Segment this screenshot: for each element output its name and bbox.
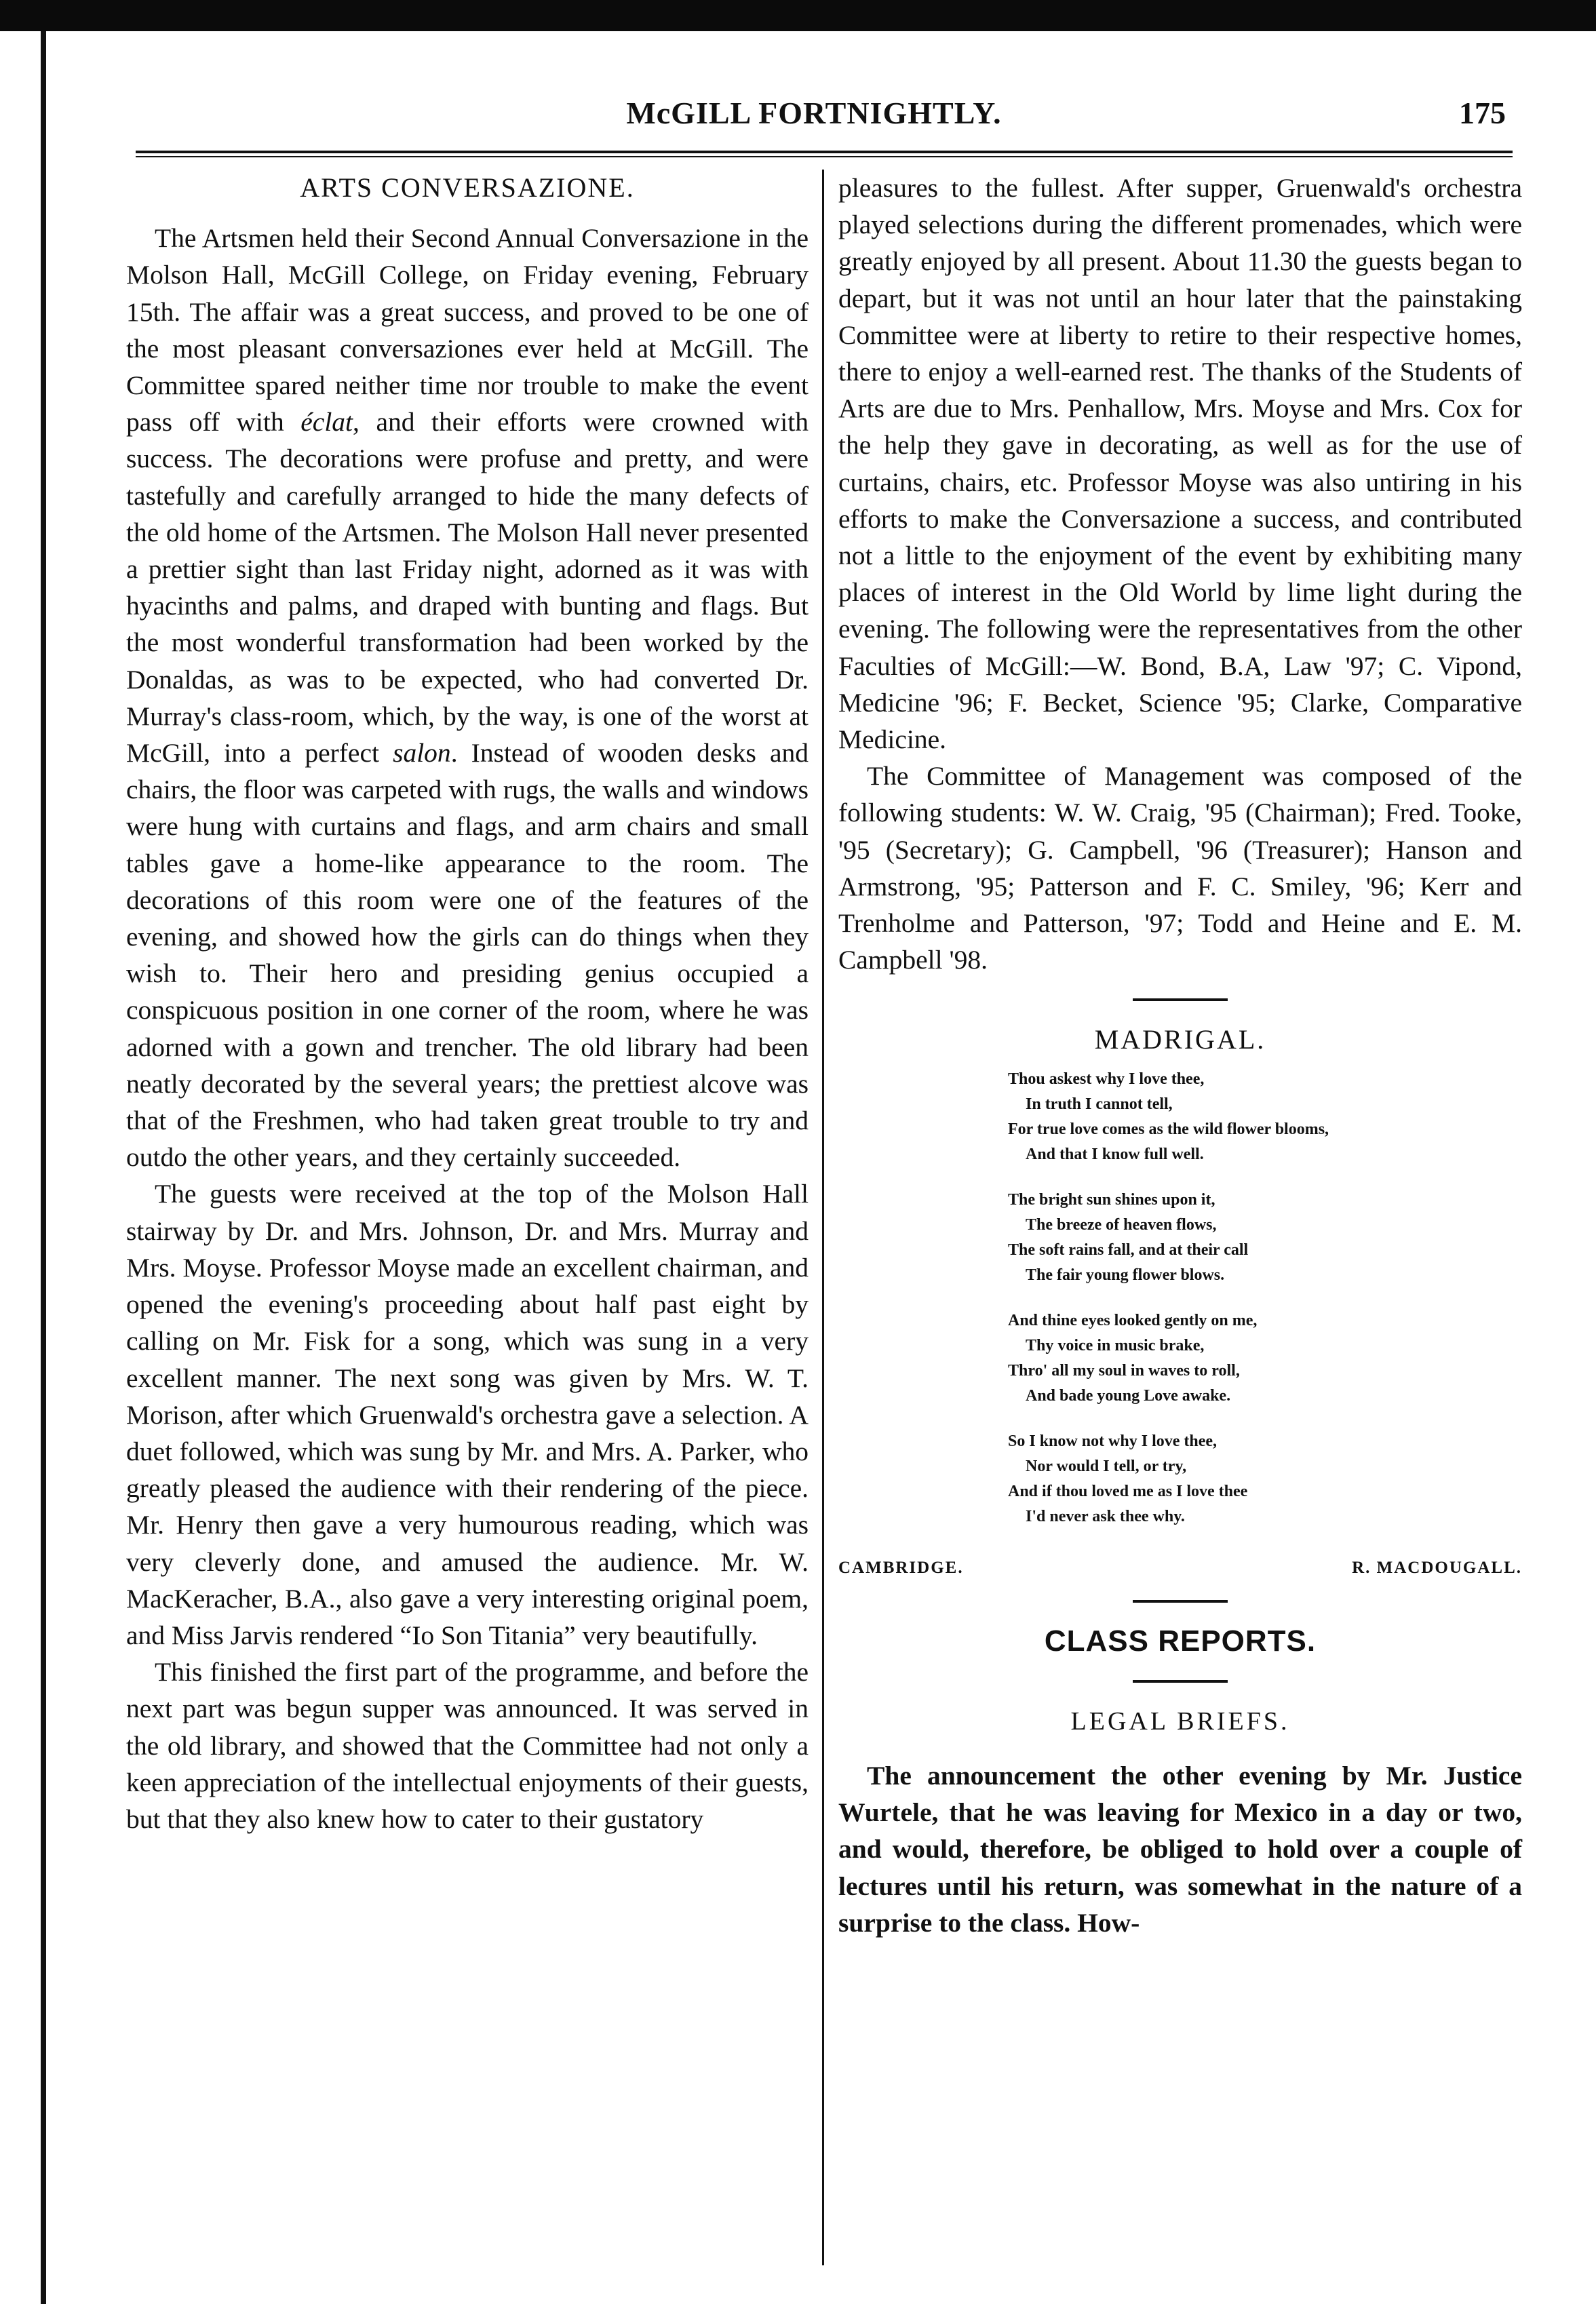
poem-stanza — [1008, 1188, 1522, 1288]
left-column — [126, 170, 809, 1837]
page-header — [109, 95, 1519, 149]
poem-stanza — [1008, 1308, 1522, 1409]
poem-line: Nor would I tell, or try, — [1026, 1457, 1187, 1475]
poem-line: The breeze of heaven flows, — [1026, 1215, 1217, 1234]
poem-line: And if thou loved me as I love thee — [1008, 1482, 1248, 1500]
poem-place: CAMBRIDGE. — [838, 1558, 964, 1577]
page-number: 175 — [1459, 96, 1506, 130]
poem-line: So I know not why I love thee, — [1008, 1432, 1218, 1450]
article-heading-arts-conversazione: ARTS CONVERSAZIONE. — [300, 172, 635, 203]
header-rule-thin — [136, 156, 1513, 157]
publication-title: McGILL FORTNIGHTLY. — [626, 96, 1002, 130]
section-divider — [1133, 1600, 1228, 1603]
poem-madrigal — [1008, 1067, 1522, 1529]
article-paragraph: The announcement the other evening by Mr. Justice Wurtele, that he was leaving for Mexico in a day or two, and would, therefore, be obliged to hold over a couple of lectures until his return, was somewhat in the nature of a surprise to the class. How- — [838, 1761, 1522, 1938]
section-heading-class-reports: CLASS REPORTS. — [1044, 1624, 1317, 1658]
paragraph-text: The Artsmen held their Second Annual Conversazione in the Molson Hall, McGill College, on Friday evening, February 15th. The affair was a great success, and proved to be one of the most pleasant conversaziones ever held at McGill. The Committee spared neither time nor trouble to make the event pass off with — [126, 223, 809, 437]
poem-line: The fair young flower blows. — [1026, 1266, 1225, 1284]
paragraph-text: , and their efforts were crowned with success. The decorations were profuse and pretty, and were tastefully and carefully arranged to hide the many defects of the old home of the Artsmen. The Molson Hall never presented a prettier sight than last Friday night, adorned as it was with hyacinths and palms, and draped with bunting and flags. But the most wonderful transformation had been worked by the Donaldas, as was to be expected, who had converted Dr. Murray's class-room, which, by the way, is one of the worst at McGill, into a perfect — [126, 407, 809, 768]
poem-author: R. MACDOUGALL. — [1352, 1558, 1522, 1577]
subsection-heading-legal-briefs: LEGAL BRIEFS. — [1070, 1706, 1290, 1736]
poem-line: The soft rains fall, and at their call — [1008, 1241, 1249, 1259]
poem-title: MADRIGAL. — [1094, 1024, 1266, 1055]
header-rule — [136, 151, 1513, 153]
poem-line: For true love comes as the wild flower blooms, — [1008, 1120, 1329, 1138]
poem-line: Thou askest why I love thee, — [1008, 1070, 1205, 1088]
italic-word-eclat: éclat — [300, 407, 353, 437]
poem-line: And bade young Love awake. — [1026, 1386, 1231, 1405]
article-paragraph: The Committee of Management was composed of the following students: W. W. Craig, '95 (Chairman); Fred. Tooke, '95 (Secretary); G. Campbell, '96 (Treasurer); Hanson and Armstrong, '95; Patterson and F. C. Smiley, '96; Kerr and Trenholme and Patterson, '97; Todd and Heine and E. M. Campbell '98. — [838, 761, 1522, 975]
section-divider — [1133, 998, 1228, 1001]
article-paragraph-continued: pleasures to the fullest. After supper, Gruenwald's orchestra played selections during the different promenades, which were greatly enjoyed by all present. About 11.30 the guests began to depart, but it was not until an hour later that the painstaking Committee were at liberty to retire to their respective homes, there to enjoy a well-earned rest. The thanks of the Students of Arts are due to Mrs. Penhallow, Mrs. Moyse and Mrs. Cox for the help they gave in decorating, as well as for the use of curtains, chairs, etc. Professor Moyse was also untiring in his efforts to make the Conversazione a success, and contributed not a little to the enjoyment of the event by exhibiting many places of interest in the Old World by lime light during the evening. The following were the representatives from the other Faculties of McGill:—W. Bond, B.A, Law '97; C. Vipond, Medicine '96; F. Becket, Science '95; Clarke, Comparative Medicine. — [838, 173, 1522, 755]
article-paragraph — [126, 220, 809, 1175]
poem-line: Thy voice in music brake, — [1026, 1336, 1205, 1354]
poem-line: I'd never ask thee why. — [1026, 1507, 1185, 1525]
poem-line: In truth I cannot tell, — [1026, 1095, 1173, 1113]
poem-line: And thine eyes looked gently on me, — [1008, 1311, 1258, 1329]
poem-line: Thro' all my soul in waves to roll, — [1008, 1361, 1240, 1380]
right-column — [838, 170, 1522, 1941]
poem-line: The bright sun shines upon it, — [1008, 1190, 1215, 1209]
article-paragraph: The guests were received at the top of the Molson Hall stairway by Dr. and Mrs. Johnson, Dr. and Mrs. Murray and Mrs. Moyse. Professor Moyse made an excellent chairman, and opened the evening's proceeding about half past eight by calling on Mr. Fisk for a song, which was sung in a very excellent manner. The next song was given by Mrs. W. T. Morison, after which Gruenwald's orchestra gave a selection. A duet followed, which was sung by Mr. and Mrs. A. Parker, who greatly pleased the audience with their rendering of the piece. Mr. Henry then gave a very humourous reading, which was very cleverly done, and amused the audience. Mr. W. MacKeracher, B.A., also gave a very interesting original poem, and Miss Jarvis rendered “Io Son Titania” very beautifully. — [126, 1179, 809, 1650]
poem-stanza — [1008, 1067, 1522, 1167]
paragraph-text: . Instead of wooden desks and chairs, the floor was carpeted with rugs, the walls and windows were hung with curtains and flags, and arm chairs and small tables gave a home-like appearance to the room. The decorations of this room were one of the features of the evening, and showed how the girls can do things when they wish to. Their hero and presiding genius occupied a conspicuous position in one corner of the room, where he was adorned with a gown and trencher. The old library had been neatly decorated by the several years; the prettiest alcove was that of the Freshmen, who had taken great trouble to try and outdo the other years, and they certainly succeeded. — [126, 738, 809, 1173]
italic-word-salon: salon — [393, 738, 451, 768]
poem-stanza — [1008, 1429, 1522, 1529]
scan-left-edge — [41, 31, 46, 2304]
poem-line: And that I know full well. — [1026, 1145, 1204, 1163]
article-paragraph: This finished the first part of the programme, and before the next part was begun supper was announced. It was served in the old library, and showed that the Committee had not only a keen appreciation of the intellectual enjoyments of their guests, but that they also knew how to cater to their gustatory — [126, 1657, 809, 1834]
scan-top-edge — [0, 0, 1596, 31]
column-divider — [822, 170, 824, 2265]
section-divider — [1133, 1680, 1228, 1683]
poem-signature — [838, 1550, 1522, 1580]
